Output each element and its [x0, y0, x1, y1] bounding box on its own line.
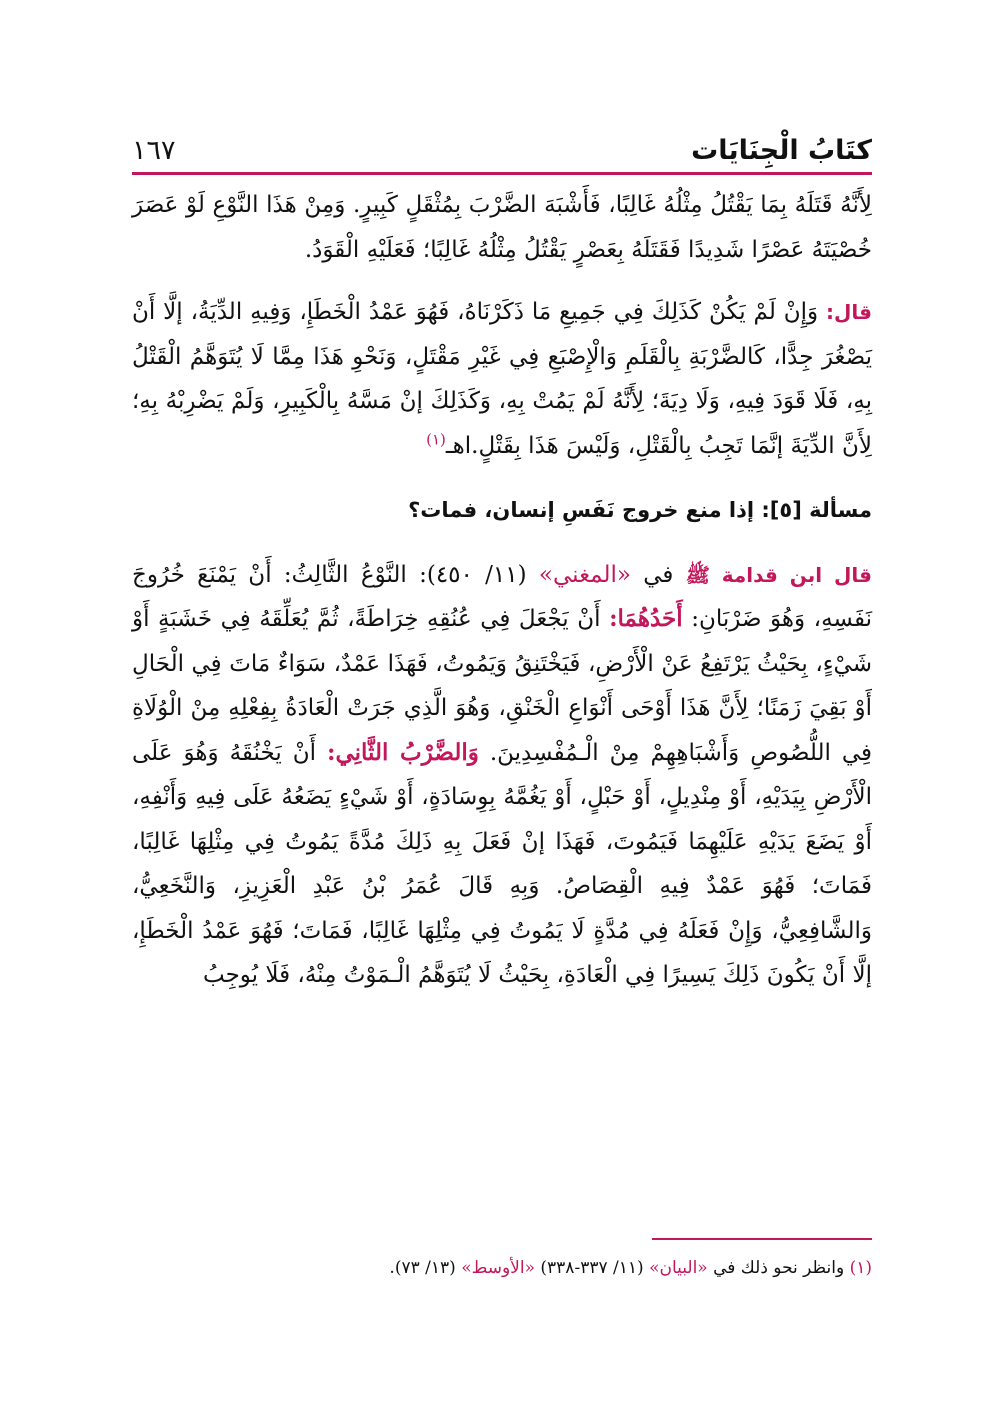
footnote-text-3: (١٣/ ٧٣). — [389, 1258, 462, 1278]
spacer — [132, 533, 872, 553]
paragraph-1: لِأَنَّهُ قَتَلَهُ بِمَا يَقْتُلُ مِثْلُهُ غَالِبًا، فَأَشْبَهَ الضَّرْبَ بِمُثْقَلٍ كَبِيرٍ. وَمِنْ هَذَا النَّوْعِ لَوْ عَصَرَ خُصْيَتَهُ عَصْرًا شَدِيدًا فَقَتَلَهُ بِعَصْرٍ يَقْتُلُ مِثْلُهُ غَالِبًا؛ فَعَلَيْهِ الْقَوَدُ. — [132, 192, 872, 263]
speaker-label: قال: — [826, 300, 872, 324]
spacer — [132, 272, 872, 290]
footnote-divider — [652, 1238, 872, 1240]
running-header — [132, 122, 872, 166]
paragraph-3-text-2: أَنْ يَجْعَلَ فِي عُنُقِهِ خِرَاطَةً، ثُمَّ يُعَلِّقَهُ فِي خَشَبَةٍ أَوْ شَيْءٍ، بِحَيْثُ يَرْتَفِعُ عَنْ الْأَرْضِ، فَيَخْتَنِقُ وَيَمُوتُ، فَهَذَا عَمْدٌ، سَوَاءٌ مَاتَ فِي الْحَالِ أَوْ بَقِيَ زَمَنًا؛ لِأَنَّ هَذَا أَوْحَى أَنْوَاعِ الْخَنْقِ، وَهُوَ الَّذِي جَرَتْ الْعَادَةُ بِفِعْلِهِ مِنْ الْوُلَاةِ فِي اللُّصُوصِ وَأَشْبَاهِهِمْ مِنْ الْـمُفْسِدِينَ. — [132, 606, 872, 766]
footnote — [132, 1254, 872, 1282]
footnote-book-2: «الأوسط» — [461, 1258, 535, 1278]
chapter-title: كتَابُ الْجِنَايَات — [691, 135, 872, 166]
footnote-marker: (١) — [849, 1258, 872, 1278]
issue-heading: مسألة [٥]: إذا منع خروج نَفَسِ إنسان، فمات؟ — [408, 498, 872, 522]
paragraph-3-text-1: (١١/ ٤٥٠): النَّوْعُ الثَّالِثُ: أَنْ يَمْنَعَ خُرُوجَ نَفَسِهِ، وَهُوَ ضَرْبَانِ: — [132, 561, 872, 632]
paragraph-3-text-3: أَنْ يَخْنُقَهُ وَهُوَ عَلَى الْأَرْضِ بِيَدَيْهِ، أَوْ مِنْدِيلٍ، أَوْ حَبْلٍ، أَوْ يَغُمَّهُ بِوِسَادَةٍ، أَوْ شَيْءٍ يَضَعُهُ عَلَى فِيهِ وَأَنْفِهِ، أَوْ يَضَعَ يَدَيْهِ عَلَيْهِمَا فَيَمُوتَ، فَهَذَا إنْ فَعَلَ بِهِ ذَلِكَ مُدَّةً يَمُوتُ فِي مِثْلِهَا غَالِبًا، فَمَاتَ؛ فَهُوَ عَمْدٌ فِيهِ الْقِصَاصُ. وَبِهِ قَالَ عُمَرُ بْنُ عَبْدِ الْعَزِيزِ، وَالنَّخَعِيُّ، وَالشَّافِعِيُّ، وَإِنْ فَعَلَهُ فِي مُدَّةٍ لَا يَمُوتُ فِي مِثْلِهَا غَالِبًا، فَمَاتَ؛ فَهُوَ عَمْدُ الْخَطَإِ، إلَّا أَنْ يَكُونَ ذَلِكَ يَسِيرًا فِي الْعَادَةِ، بِحَيْثُ لَا يُتَوَهَّمُ الْـمَوْتُ مِنْهُ، فَلَا يُوجِبُ — [132, 739, 872, 988]
paragraph-2-text: وَإِنْ لَمْ يَكُنْ كَذَلِكَ فِي جَمِيعِ مَا ذَكَرْنَاهُ، فَهُوَ عَمْدُ الْخَطَإِ، وَفِيهِ الدِّيَةُ، إلَّا أَنْ يَصْغُرَ جِدًّا، كَالضَّرْبَةِ بِالْقَلَمِ وَالْإِصْبَعِ فِي غَيْرِ مَقْتَلٍ، وَنَحْوِ هَذَا مِمَّا لَا يُتَوَهَّمُ الْقَتْلُ بِهِ، فَلَا قَوَدَ فِيهِ، وَلَا دِيَةَ؛ لِأَنَّهُ لَمْ يَمُتْ بِهِ، وَكَذَلِكَ إنْ مَسَّهُ بِالْكَبِيرِ، وَلَمْ يَضْرِبْهُ بِهِ؛ لِأَنَّ الدِّيَةَ إنَّمَا تَجِبُ بِالْقَتْلِ، وَلَيْسَ هَذَا بِقَتْلٍ.اهـ — [132, 299, 872, 459]
first-type-label: أَحَدُهُمَا: — [609, 605, 683, 632]
footnote-text-1: وانظر نحو ذلك في — [707, 1258, 850, 1278]
footnote-book-1: «البيان» — [649, 1258, 708, 1278]
spacer — [132, 468, 872, 488]
footnote-text-2: (١١/ ٣٣٧-٣٣٨) — [535, 1258, 650, 1278]
footnote-reference[interactable]: (١) — [426, 429, 446, 448]
paragraph-3 — [132, 553, 872, 998]
header-divider — [132, 172, 872, 175]
page-number: ١٦٧ — [132, 135, 176, 166]
second-type-label: وَالضَّرْبُ الثَّانِي: — [326, 738, 479, 766]
speaker-label: قال ابن قدامة ﷺ — [685, 562, 873, 587]
main-text — [132, 183, 872, 998]
paragraph-3-intro: في — [630, 561, 686, 588]
paragraph-2 — [132, 290, 872, 468]
book-title: «المغني» — [538, 561, 631, 588]
